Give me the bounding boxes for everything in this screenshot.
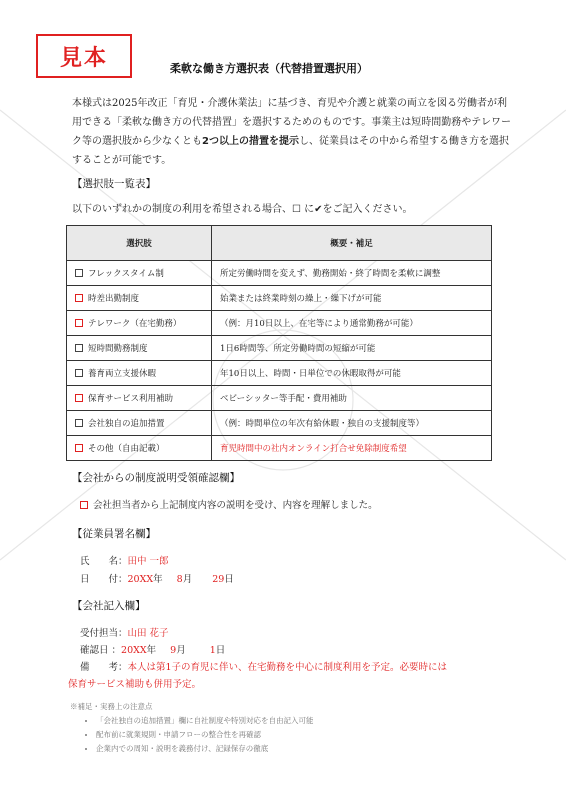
intro-paragraph (72, 94, 512, 170)
option-description: ベビーシッター等手配・費用補助 (212, 386, 492, 411)
option-checkbox[interactable] (75, 394, 83, 402)
remarks-line-1[interactable]: 本人は第1子の育児に伴い、在宅勤務を中心に制度利用を予定。必要時には (127, 662, 448, 673)
employee-name-value[interactable]: 田中 一郎 (127, 556, 169, 567)
option-cell (67, 286, 212, 311)
confirm-checkbox[interactable] (80, 501, 88, 509)
company-heading: 【会社記入欄】 (72, 600, 146, 612)
intro-bold-text: 2つ以上の措置を提示 (202, 136, 299, 147)
option-description: 年10日以上、時間・日単位での休暇取得が可能 (212, 361, 492, 386)
option-row (67, 336, 492, 361)
option-description: （例：月10日以上、在宅等により通常勤務が可能） (212, 311, 492, 336)
sample-stamp: 見本 (36, 34, 132, 78)
options-heading: 【選択肢一覧表】 (72, 178, 156, 190)
employee-date-day[interactable]: 29 (212, 574, 225, 585)
notes-section (70, 700, 314, 756)
option-cell (67, 361, 212, 386)
employee-date-label: 日 付： (80, 574, 128, 585)
month-suffix: 月 (176, 645, 186, 656)
option-label: フレックスタイム制 (88, 269, 164, 279)
option-label: 短時間勤務制度 (88, 344, 148, 354)
receiver-value[interactable]: 山田 花子 (127, 628, 169, 639)
option-row (67, 286, 492, 311)
remarks-line-2[interactable]: 保育サービス補助も併用予定。 (68, 679, 202, 690)
employee-name-row (80, 553, 169, 567)
options-instruction: 以下のいずれかの制度の利用を希望される場合、☐ に✔をご記入ください。 (72, 204, 413, 215)
option-description: 始業または終業時刻の繰上・繰下げが可能 (212, 286, 492, 311)
option-cell (67, 311, 212, 336)
column-header-option: 選択肢 (67, 226, 212, 261)
option-row (67, 436, 492, 461)
year-suffix: 年 (146, 645, 157, 656)
options-table (66, 225, 492, 461)
document-title: 柔軟な働き方選択表（代替措置選択用） (170, 62, 368, 75)
company-remarks-row (80, 659, 520, 673)
day-suffix: 日 (215, 645, 226, 656)
employee-date-row (80, 571, 234, 585)
option-description: 1日6時間等、所定労働時間の短縮が可能 (212, 336, 492, 361)
option-label: その他（自由記載） (88, 444, 165, 454)
intro-text-2: し、従業員はその中から希望する働き方を選択することが可能です。 (72, 136, 509, 166)
employee-date-month[interactable]: 8 (176, 574, 183, 585)
receiver-label: 受付担当： (80, 628, 128, 639)
option-description: （例：時間単位の年次有給休暇・独自の支援制度等） (212, 411, 492, 436)
option-cell (67, 386, 212, 411)
option-checkbox[interactable] (75, 369, 83, 377)
option-checkbox[interactable] (75, 319, 83, 327)
day-suffix: 日 (224, 574, 234, 585)
confirm-row (80, 497, 378, 511)
company-receiver-row (80, 625, 169, 639)
option-row (67, 261, 492, 286)
option-description[interactable]: 育児時間中の社内オンライン打合せ免除制度希望 (212, 436, 492, 461)
note-item: • 配布前に就業規則・申請フローの整合性を再確認 (96, 728, 314, 742)
option-row (67, 386, 492, 411)
company-date-month[interactable]: 9 (170, 645, 177, 656)
notes-heading: ※補足・実務上の注意点 (70, 702, 153, 711)
confirm-text: 会社担当者から上記制度内容の説明を受け、内容を理解しました。 (93, 500, 378, 511)
options-table-header (67, 226, 492, 261)
company-date-year[interactable]: 20XX (121, 645, 147, 656)
option-label: テレワーク（在宅勤務） (88, 319, 182, 329)
confirm-heading: 【会社からの制度説明受領確認欄】 (72, 472, 240, 484)
intro-text-1: 本様式は2025年改正「育児・介護休業法」に基づき、育児や介護と就業の両立を図る労働者が利用できる「柔軟な働き方の代替措置」を選択するためのものです。事業主は短時間勤務やテレワーク等の選択肢から少なくとも (72, 98, 511, 147)
option-label: 時差出勤制度 (88, 294, 140, 304)
month-suffix: 月 (182, 574, 193, 585)
option-checkbox[interactable] (75, 444, 83, 452)
option-label: 保育サービス利用補助 (88, 394, 174, 404)
option-label: 養育両立支援休暇 (88, 369, 157, 379)
option-row (67, 361, 492, 386)
column-header-summary: 概要・補足 (212, 226, 492, 261)
option-cell (67, 336, 212, 361)
remarks-label: 備 考： (80, 662, 128, 673)
option-row (67, 311, 492, 336)
employee-name-label: 氏 名： (80, 556, 128, 567)
option-row (67, 411, 492, 436)
employee-heading: 【従業員署名欄】 (72, 528, 156, 540)
option-cell (67, 436, 212, 461)
option-description: 所定労働時間を変えず、勤務開始・終了時間を柔軟に調整 (212, 261, 492, 286)
option-label: 会社独自の追加措置 (88, 419, 165, 429)
note-item: • 企業内での周知・説明を義務付け、記録保存の徹底 (96, 742, 314, 756)
company-date-row (80, 642, 225, 656)
confirm-date-label: 確認日 ： (80, 645, 122, 656)
option-cell (67, 411, 212, 436)
option-checkbox[interactable] (75, 269, 83, 277)
employee-date-year[interactable]: 20XX (127, 574, 154, 585)
note-item: • 「会社独自の追加措置」欄に自社制度や特別対応を自由記入可能 (96, 714, 314, 728)
company-date-day[interactable]: 1 (209, 645, 216, 656)
year-suffix: 年 (153, 574, 163, 585)
option-cell (67, 261, 212, 286)
option-checkbox[interactable] (75, 294, 83, 302)
option-checkbox[interactable] (75, 419, 83, 427)
option-checkbox[interactable] (75, 344, 83, 352)
